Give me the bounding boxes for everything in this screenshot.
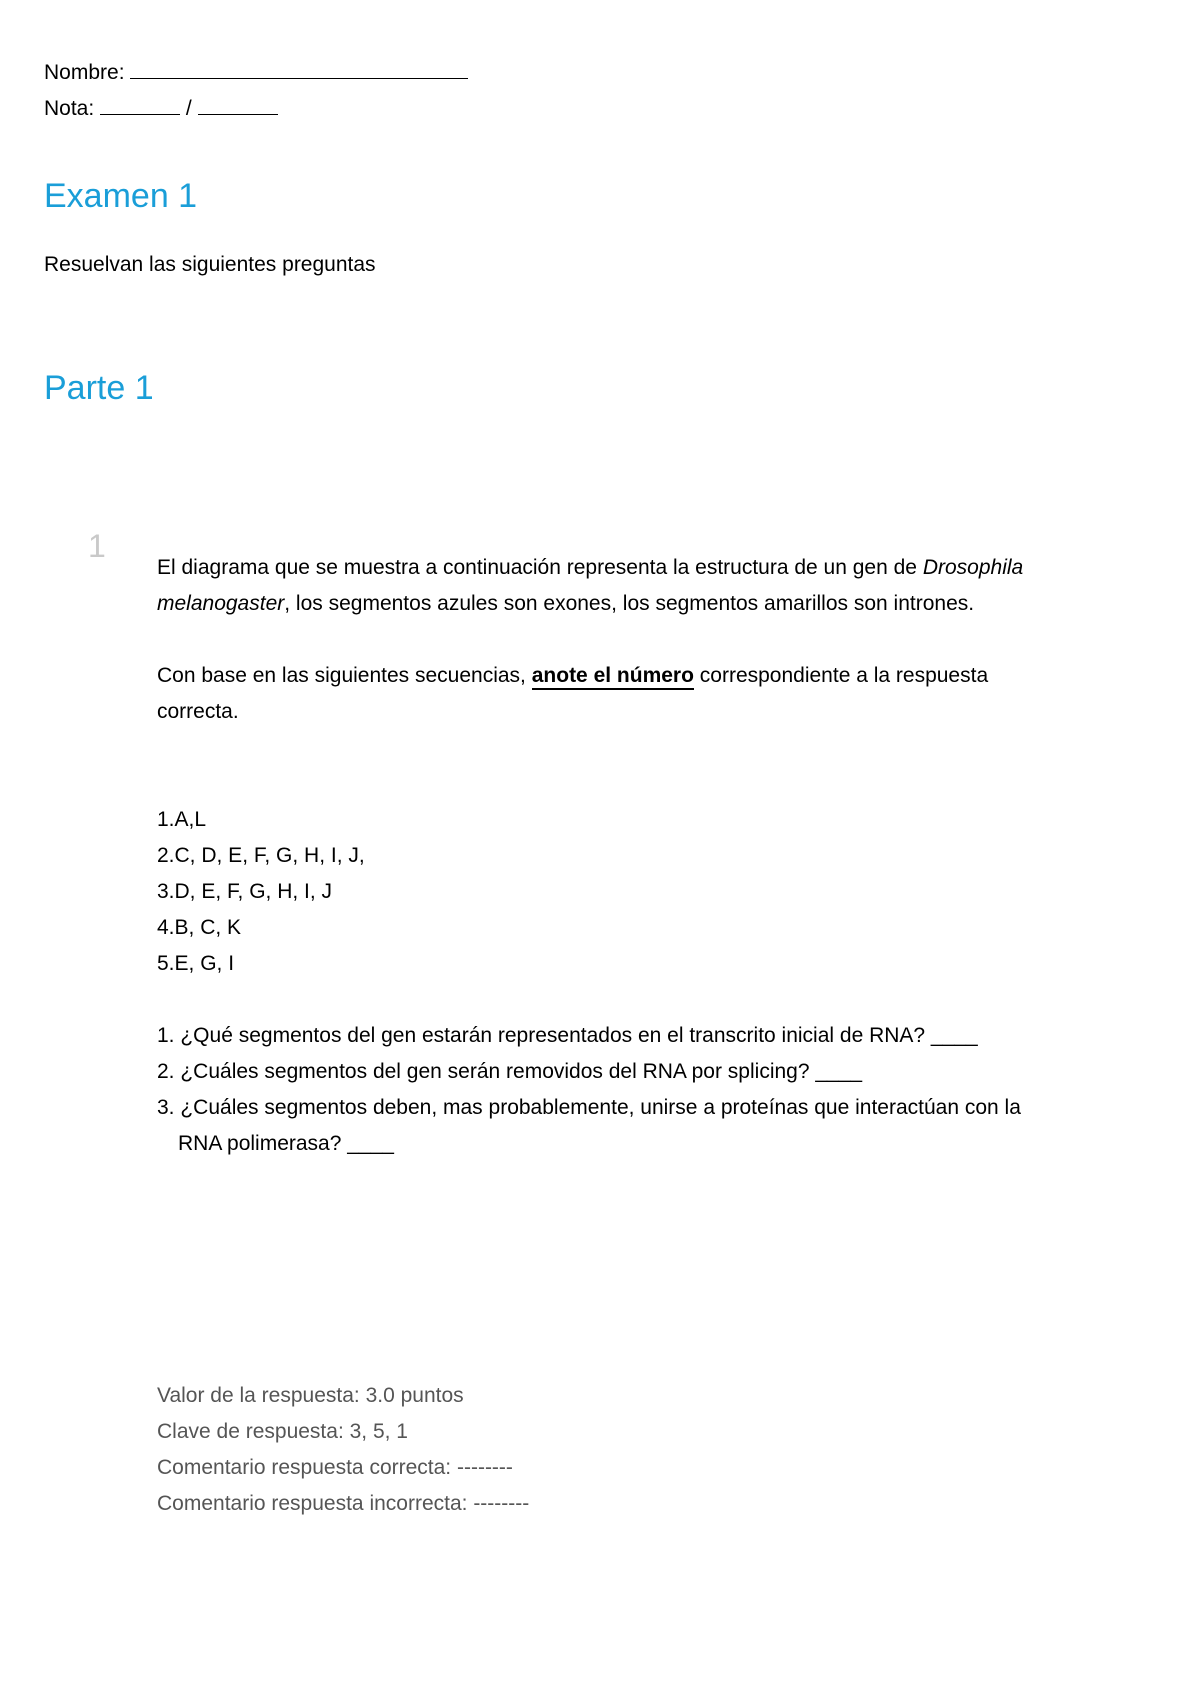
subquestion-row [157, 1023, 978, 1049]
option-item: 1.A,L [157, 808, 207, 831]
grade-separator: / [185, 97, 192, 120]
subquestion-row [157, 1059, 862, 1085]
answer-key: Clave de respuesta: 3, 5, 1 [157, 1420, 408, 1443]
question-number: 1 [88, 528, 106, 564]
option-item: 5.E, G, I [157, 952, 235, 975]
name-field-row [44, 60, 468, 86]
subquestion-number: 1. [157, 1024, 175, 1047]
question-prompt-line2 [157, 591, 974, 617]
question-instruction-line1 [157, 663, 988, 689]
option-item: 2.C, D, E, F, G, H, I, J, [157, 844, 365, 867]
grade-blank-score [100, 96, 180, 115]
name-label: Nombre: [44, 61, 125, 84]
option-item: 3.D, E, F, G, H, I, J [157, 880, 333, 903]
incorrect-comment: Comentario respuesta incorrecta: -------- [157, 1492, 530, 1515]
instruction-emphasis: anote el número [532, 664, 694, 690]
option-item: 4.B, C, K [157, 916, 242, 939]
grade-label: Nota: [44, 97, 95, 120]
question-prompt-line1 [157, 555, 1023, 581]
species-epithet: melanogaster [157, 592, 285, 615]
answer-value: Valor de la respuesta: 3.0 puntos [157, 1384, 464, 1407]
question-prompt-part2: , los segmentos azules son exones, los segmentos amarillos son intrones. [284, 592, 975, 615]
correct-comment: Comentario respuesta correcta: -------- [157, 1456, 513, 1479]
exam-instructions: Resuelvan las siguientes preguntas [44, 253, 376, 276]
subquestion-text: ¿Qué segmentos del gen estarán representados en el transcrito inicial de RNA? ____ [180, 1024, 978, 1047]
instruction-before: Con base en las siguientes secuencias, [157, 664, 532, 687]
subquestion-number: 2. [157, 1060, 175, 1083]
instruction-after: correspondiente a la respuesta [693, 664, 989, 687]
subquestion-text: ¿Cuáles segmentos deben, mas probablemente, unirse a proteínas que interactúan con la [180, 1096, 1021, 1119]
question-instruction-line2: correcta. [157, 700, 239, 723]
subquestion-text-continuation: RNA polimerasa? ____ [178, 1132, 394, 1155]
name-blank [130, 60, 468, 79]
subquestion-text: ¿Cuáles segmentos del gen serán removidos del RNA por splicing? ____ [180, 1060, 863, 1083]
part-title: Parte 1 [44, 369, 154, 407]
species-genus: Drosophila [922, 556, 1024, 579]
grade-field-row [44, 96, 278, 122]
grade-blank-total [198, 96, 278, 115]
exam-title: Examen 1 [44, 177, 198, 215]
question-prompt-part1: El diagrama que se muestra a continuación representa la estructura de un gen de [157, 556, 923, 579]
subquestion-number: 3. [157, 1096, 175, 1119]
subquestion-row [157, 1095, 1021, 1121]
